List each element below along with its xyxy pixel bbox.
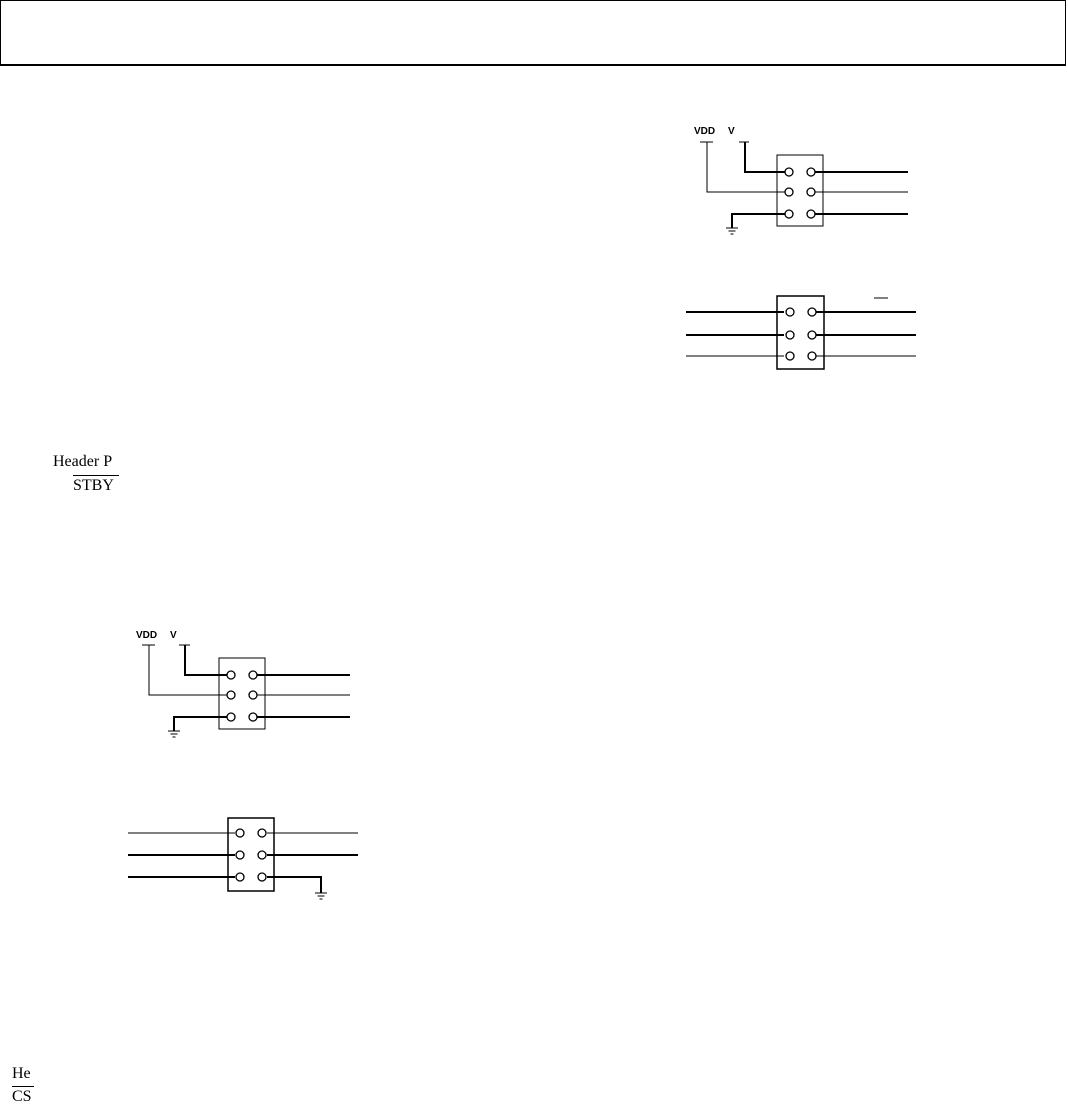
header-diagram-mid-right <box>684 288 924 378</box>
header-box <box>777 296 824 369</box>
pin-1 <box>785 168 793 176</box>
wire-v-pin1 <box>745 142 785 172</box>
header-diagram-top-right <box>680 118 920 243</box>
stby-overbar <box>73 475 119 476</box>
header-p-text: Header P <box>53 453 113 470</box>
pin-4 <box>807 188 815 196</box>
header-box <box>777 155 823 226</box>
he-text: He <box>12 1065 31 1082</box>
header-diagram-bottom-left <box>126 815 366 910</box>
header-diagram-lower-left <box>122 620 362 745</box>
vdd-label-2: VDD <box>136 630 158 641</box>
cs-text: CS <box>12 1088 32 1105</box>
pin-5 <box>785 210 793 218</box>
pin-2 <box>807 168 815 176</box>
v-label: V <box>728 126 735 137</box>
pin-3 <box>785 188 793 196</box>
pin-6 <box>807 210 815 218</box>
cs-overbar <box>12 1086 34 1087</box>
v-label-2: V <box>170 630 177 641</box>
vdd-label: VDD <box>694 126 716 137</box>
page-header-box <box>0 0 1066 66</box>
stby-text: STBY <box>73 477 114 494</box>
